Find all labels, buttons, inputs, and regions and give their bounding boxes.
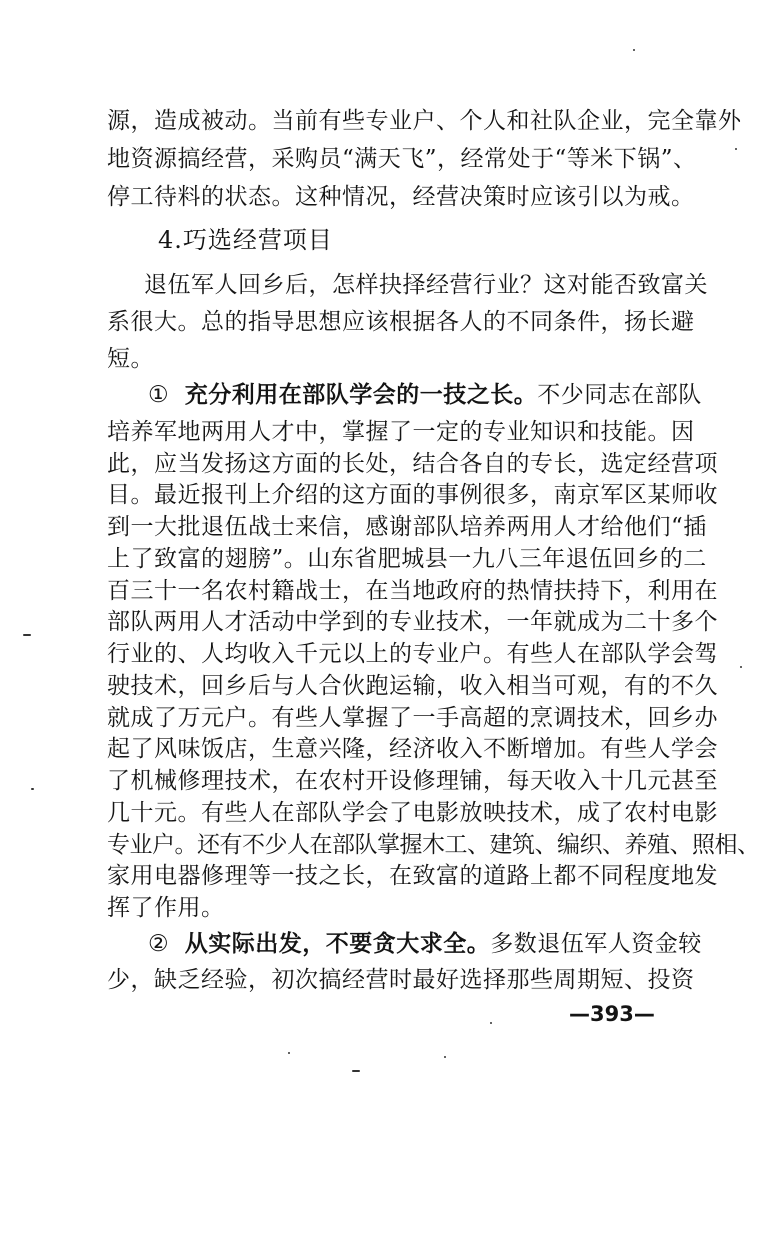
scan-speck <box>633 49 635 51</box>
point2-line: 少，缺乏经验，初次搞经营时最好选择那些周期短、投资 <box>107 967 695 993</box>
point1-line: 挥了作用。 <box>107 895 225 921</box>
scan-speck <box>352 1070 360 1072</box>
intro-line-1: 源，造成被动。当前有些专业户、个人和社队企业，完全靠外 <box>107 108 742 134</box>
point1-line: 起了风味饭店，生意兴隆，经济收入不断增加。有些人学会 <box>107 736 718 763</box>
point1-first-line-rest: 不少同志在部队 <box>537 382 702 408</box>
intro-line-2: 地资源搞经营，采购员“满天飞”，经常处于“等米下锅”、 <box>107 146 697 172</box>
point1-line: 几十元。有些人在部队学会了电影放映技术，成了农村电影 <box>107 799 718 826</box>
point2-title: 从实际出发，不要贪大求全。 <box>184 930 491 957</box>
point1-line: 上了致富的翅膀”。山东省肥城县一九八三年退伍回乡的二 <box>107 545 707 572</box>
point1-title: 充分利用在部队学会的一技之长。 <box>184 381 538 408</box>
scan-speck <box>444 1056 446 1058</box>
point2-marker: ② <box>148 931 170 957</box>
point1-line: 此，应当发扬这方面的长处，结合各自的专长，选定经营项 <box>107 450 718 477</box>
point1-line: 驶技术，回乡后与人合伙跑运输，收入相当可观，有的不久 <box>107 672 718 699</box>
point1-line: 培养军地两用人才中，掌握了一定的专业知识和技能。因 <box>107 419 695 445</box>
scan-speck <box>23 634 31 636</box>
choice-line-3: 短。 <box>107 346 154 372</box>
scan-speck <box>490 1022 492 1024</box>
choice-line-2: 系很大。总的指导思想应该根据各人的不同条件，扬长避 <box>107 309 695 335</box>
scan-speck <box>735 148 737 150</box>
point1-line: 就成了万元户。有些人掌握了一手高超的烹调技术，回乡办 <box>107 704 718 731</box>
point2-first-line <box>148 929 702 959</box>
point1-marker: ① <box>148 382 170 408</box>
point1-line: 到一大批退伍战士来信，感谢部队培养两用人才给他们“插 <box>107 514 707 541</box>
choice-line-1: 退伍军人回乡后，怎样抉择经营行业？这对能否致富关 <box>144 272 708 298</box>
point1-line: 部队两用人才活动中学到的专业技术，一年就成为二十多个 <box>107 609 718 636</box>
section-heading: 4.巧选经营项目 <box>158 226 333 254</box>
page-number: —393— <box>569 1002 655 1026</box>
point1-line: 目。最近报刊上介绍的这方面的事例很多，南京军区某师收 <box>107 482 718 509</box>
scan-speck <box>740 666 742 668</box>
point1-first-line <box>148 380 702 410</box>
point1-line: 了机械修理技术，在农村开设修理铺，每天收入十几元甚至 <box>107 768 718 795</box>
point1-line: 百三十一名农村籍战士，在当地政府的热情扶持下，利用在 <box>107 577 718 604</box>
point2-first-line-rest: 多数退伍军人资金较 <box>490 931 702 957</box>
point1-line: 行业的、人均收入千元以上的专业户。有些人在部队学会驾 <box>107 641 718 668</box>
point1-line: 家用电器修理等一技之长，在致富的道路上都不同程度地发 <box>107 863 718 890</box>
scan-speck <box>288 1052 290 1054</box>
scan-speck <box>31 788 34 790</box>
intro-line-3: 停工待料的状态。这种情况，经营决策时应该引以为戒。 <box>107 184 695 210</box>
point1-line: 专业户。还有不少人在部队掌握木工、建筑、编织、养殖、照相、 <box>107 831 760 858</box>
